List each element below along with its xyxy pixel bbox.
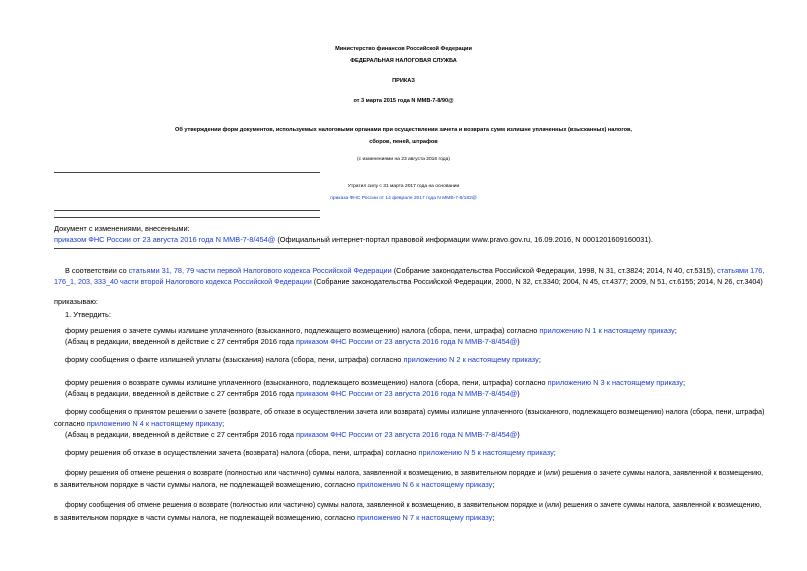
appendix-2-link[interactable]: приложению N 2 к настоящему приказу — [403, 355, 539, 364]
revision-tail: ) — [517, 389, 520, 398]
appendix-1-link[interactable]: приложению N 1 к настоящему приказу — [539, 326, 675, 335]
service-name: ФЕДЕРАЛЬНАЯ НАЛОГОВАЯ СЛУЖБА — [350, 58, 457, 64]
repeal-order-link[interactable]: приказа ФНС России от 14 февраля 2017 года N ММВ-7-8/182@ — [330, 196, 477, 201]
order-word: приказываю: — [54, 297, 98, 306]
changes-source: (Официальный интернет-портал правовой информации www.pravo.gov.ru, 16.09.2016, N 0001201609160031). — [275, 235, 653, 244]
list-item-cont — [54, 513, 494, 522]
amendments-note: (с изменениями на 23 августа 2016 года) — [357, 157, 450, 162]
changes-label: Документ с изменениями, внесенными: — [54, 224, 190, 233]
appendix-5-link[interactable]: приложению N 5 к настоящему приказу — [418, 448, 554, 457]
item-tail: ; — [674, 326, 677, 335]
tax-code-part1-link[interactable]: статьями 31, 78, 79 части первой Налогового кодекса Российской Федерации — [128, 266, 392, 275]
changes-line — [54, 235, 653, 244]
doc-title-line2: сборов, пеней, штрафов — [369, 139, 438, 145]
divider — [54, 248, 320, 249]
revision-order-link[interactable]: приказом ФНС России от 23 августа 2016 года N ММВ-7-8/454@ — [296, 389, 518, 398]
doc-date-number: от 3 марта 2015 года N ММВ-7-8/90@ — [353, 98, 454, 104]
appendix-7-link[interactable]: приложению N 7 к настоящему приказу — [357, 513, 493, 522]
basis-text: В соответствии со — [65, 266, 129, 275]
revision-note — [65, 337, 520, 346]
divider — [54, 172, 320, 173]
item-text: в заявительном порядке в части суммы налога, не подлежащей возмещению, согласно — [54, 480, 358, 489]
appendix-6-link[interactable]: приложению N 6 к настоящему приказу — [357, 480, 493, 489]
doc-type: ПРИКАЗ — [392, 78, 415, 84]
revision-tail: ) — [517, 337, 520, 346]
revision-text: (Абзац в редакции, введенной в действие с 27 сентября 2016 года — [65, 389, 297, 398]
amending-order-link[interactable]: приказом ФНС России от 23 августа 2016 года N ММВ-7-8/454@ — [54, 235, 276, 244]
list-item — [65, 326, 677, 335]
item-text: согласно — [54, 419, 87, 428]
item-tail: ; — [492, 513, 495, 522]
item-tail: ; — [538, 355, 541, 364]
basis-text: (Собрание законодательства Российской Федерации, 2000, N 32, ст.3340; 2004, N 45, ст.4377; 2009, N 51, ст.6155; 2014, N 26, ст.3404) — [311, 277, 763, 286]
status-line: Утратил силу с 31 марта 2017 года на основании — [347, 184, 460, 189]
item-text: форму решения о зачете суммы излишне уплаченного (взысканного, подлежащего возмещению) налога (сбора, пени, штрафа) согласно — [65, 326, 540, 335]
item-tail: ; — [682, 378, 685, 387]
revision-note — [65, 389, 520, 398]
basis-line2 — [54, 277, 763, 286]
list-item — [65, 448, 556, 457]
revision-tail: ) — [517, 430, 520, 439]
list-item-cont — [54, 480, 494, 489]
ministry-name: Министерство финансов Российской Федерации — [335, 46, 472, 52]
item-tail: ; — [492, 480, 495, 489]
appendix-3-link[interactable]: приложению N 3 к настоящему приказу — [547, 378, 683, 387]
item-text: в заявительном порядке в части суммы налога, не подлежащей возмещению, согласно — [54, 513, 358, 522]
divider — [54, 210, 320, 211]
item-text: форму решения об отказе в осуществлении зачета (возврата) налога (сбора, пени, штрафа) согласно — [65, 448, 419, 457]
item-text: форму сообщения о факте излишней уплаты (взыскания) налога (сбора, пени, штрафа) согласно — [65, 355, 404, 364]
list-item — [65, 355, 541, 364]
revision-text: (Абзац в редакции, введенной в действие с 27 сентября 2016 года — [65, 337, 297, 346]
list-item — [65, 378, 685, 387]
approve-heading: 1. Утвердить: — [65, 310, 111, 319]
revision-order-link[interactable]: приказом ФНС России от 23 августа 2016 года N ММВ-7-8/454@ — [296, 337, 518, 346]
item-tail: ; — [222, 419, 225, 428]
revision-order-link[interactable]: приказом ФНС России от 23 августа 2016 года N ММВ-7-8/454@ — [296, 430, 518, 439]
basis-text: (Собрание законодательства Российской Федерации, 1998, N 31, ст.3824; 2014, N 40, ст.5315), — [391, 266, 718, 275]
list-item-cont — [54, 419, 224, 428]
item-tail: ; — [553, 448, 556, 457]
revision-text: (Абзац в редакции, введенной в действие с 27 сентября 2016 года — [65, 430, 297, 439]
basis-line1 — [65, 266, 764, 275]
tax-code-part2-link[interactable]: статьями 176, — [717, 266, 765, 275]
list-item: форму сообщения об отмене решения о возврате (полностью или частично) суммы налога, заявленной к возмещению, в заявительном порядке и (или) решения о зачете суммы налога, заявленной к возмещению, — [65, 502, 762, 509]
divider — [54, 217, 320, 218]
appendix-4-link[interactable]: приложению N 4 к настоящему приказу — [86, 419, 223, 428]
doc-title-line1: Об утверждении форм документов, используемых налоговыми органами при осуществлении зачета и возврата сумм излишне уплаченных (взысканных) налогов, — [174, 127, 632, 133]
tax-code-part2-link-cont[interactable]: 176_1, 203, 333_40 части второй Налогового кодекса Российской Федерации — [54, 277, 312, 286]
list-item: форму сообщения о принятом решении о зачете (возврате, об отказе в осуществлении зачета или возврата) суммы излишне уплаченного (взысканного, подлежащего возмещению) налога (сбора, пени, штрафа) — [65, 408, 765, 416]
item-text: форму решения о возврате суммы излишне уплаченного (взысканного, подлежащего возмещению) налога (сбора, пени, штрафа) согласно — [65, 378, 548, 387]
list-item: форму решения об отмене решения о возврате (полностью или частично) суммы налога, заявленной к возмещению, в заявительном порядке и (или) решения о зачете суммы налога, заявленной к возмещению, — [65, 469, 764, 477]
revision-note — [65, 430, 520, 439]
